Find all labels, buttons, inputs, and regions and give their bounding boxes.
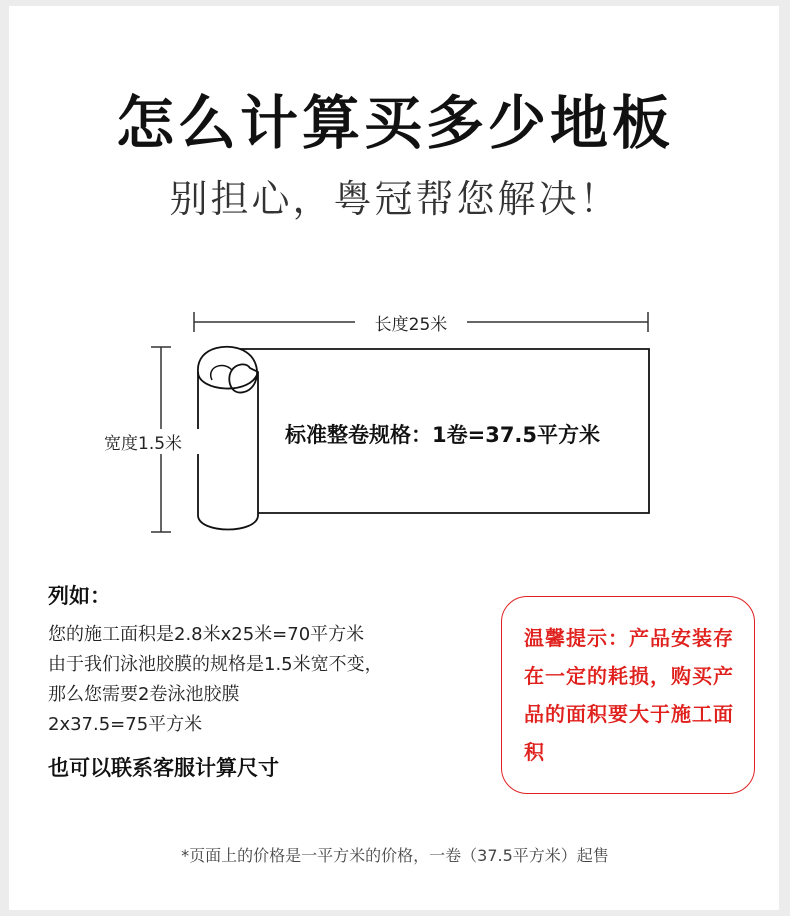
roll-body [198,347,258,530]
page-title: 怎么计算买多少地板 [115,89,674,157]
price-footnote: *页面上的价格是一平方米的价格，一卷（37.5平方米）起售 [181,846,609,865]
contact-service-text: 也可以联系客服计算尺寸 [48,756,279,780]
tip-box [501,596,755,794]
example-line: 您的施工面积是2.8米x25米=70平方米 [48,624,365,645]
page-subtitle: 别担心，粤冠帮您解决！ [169,177,621,221]
width-label: 宽度1.5米 [104,429,199,454]
example-block [48,580,468,740]
tip-text: 温馨提示：产品安装存在一定的耗损，购买产品的面积要大于施工面积 [524,626,734,764]
example-line: 由于我们泳池胶膜的规格是1.5米宽不变， [48,654,383,675]
length-label: 长度25米 [355,310,467,335]
example-line: 2x37.5=75平方米 [48,714,203,735]
example-line: 那么您需要2卷泳池胶膜 [48,684,240,705]
spec-label: 标准整卷规格：1卷=37.5平方米 [285,423,601,447]
example-heading: 列如： [48,584,111,608]
